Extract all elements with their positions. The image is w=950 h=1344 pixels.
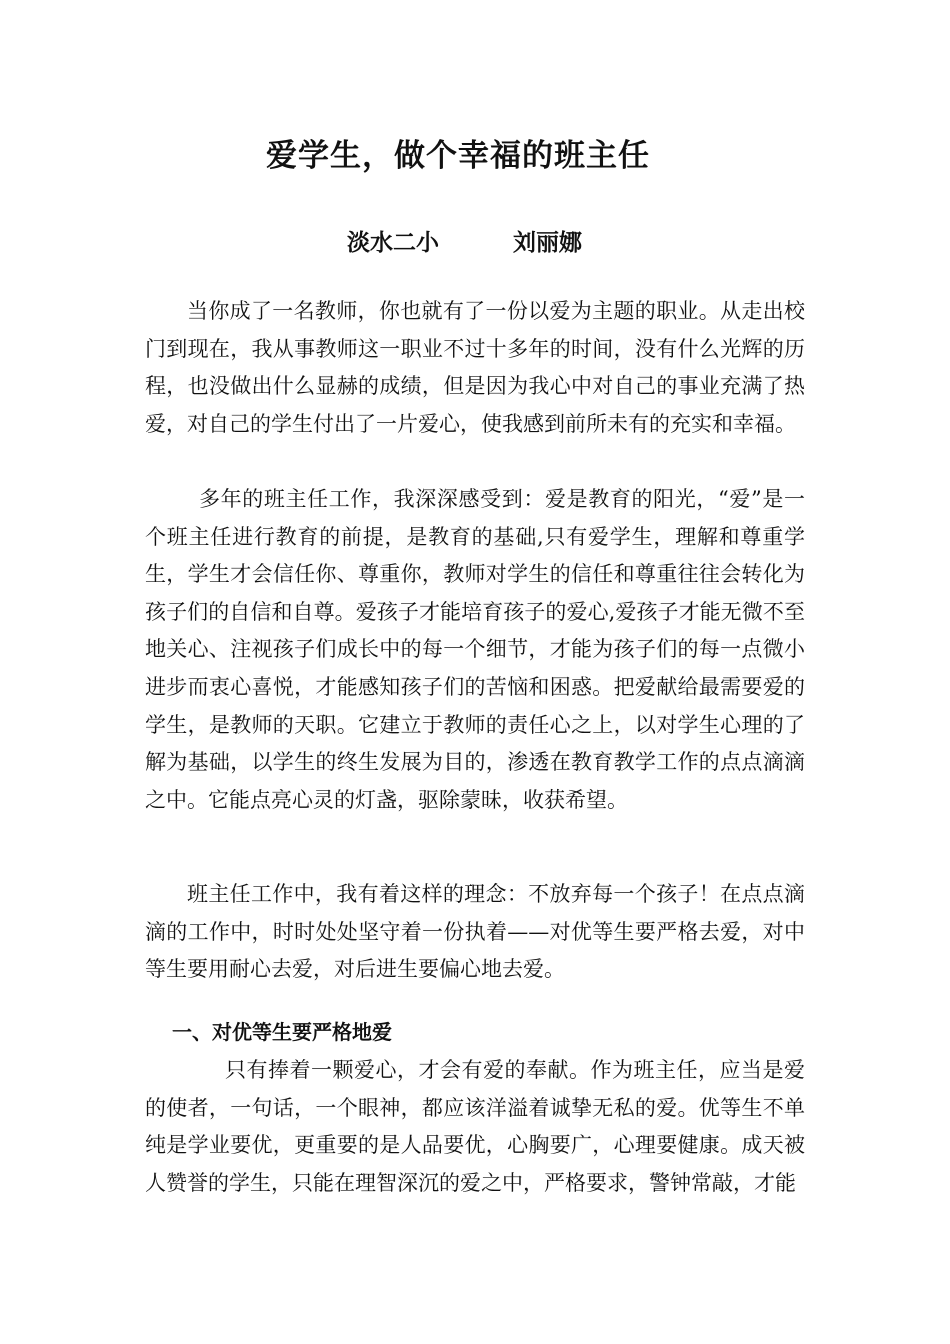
- section-heading: 一、对优等生要严格地爱: [172, 1020, 392, 1044]
- paragraph-2: 多年的班主任工作，我深深感受到：爱是教育的阳光，“爱”是一个班主任进行教育的前提，是教育的基础,只有爱学生，理解和尊重学生，学生才会信任你、尊重你，教师对学生的信任和尊重往往会转化为孩子们的自信和自尊。爱孩子才能培育孩子的爱心,爱孩子才能无微不至地关心、注视孩子们成长中的每一个细节，才能为孩子们的每一点微小进步而衷心喜悦，才能感知孩子们的苦恼和困惑。把爱献给最需要爱的学生，是教师的天职。它建立于教师的责任心之上，以对学生心理的了解为基础，以学生的终生发展为目的，渗透在教育教学工作的点点滴滴之中。它能点亮心灵的灯盏，驱除蒙昧，收获希望。: [145, 487, 805, 812]
- document-title: 爱学生，做个幸福的班主任: [266, 138, 650, 174]
- byline: [0, 224, 950, 258]
- author-name: 刘丽娜: [513, 230, 582, 256]
- paragraph-1: 当你成了一名教师，你也就有了一份以爱为主题的职业。从走出校门到现在，我从事教师这一职业不过十多年的时间，没有什么光辉的历程，也没做出什么显赫的成绩，但是因为我心中对自己的事业充满了热爱，对自己的学生付出了一片爱心，使我感到前所未有的充实和幸福。: [145, 299, 805, 436]
- paragraph-4: 只有捧着一颗爱心，才会有爱的奉献。作为班主任，应当是爱的使者，一句话，一个眼神，都应该洋溢着诚挚无私的爱。优等生不单纯是学业要优，更重要的是人品要优，心胸要广，心理要健康。成天被人赞誉的学生，只能在理智深沉的爱之中，严格要求，警钟常敲，才能: [145, 1058, 805, 1195]
- school-name: 淡水二小: [347, 230, 439, 256]
- paragraph-3: 班主任工作中，我有着这样的理念：不放弃每一个孩子！在点点滴滴的工作中，时时处处坚守着一份执着——对优等生要严格去爱，对中等生要用耐心去爱，对后进生要偏心地去爱。: [145, 882, 805, 982]
